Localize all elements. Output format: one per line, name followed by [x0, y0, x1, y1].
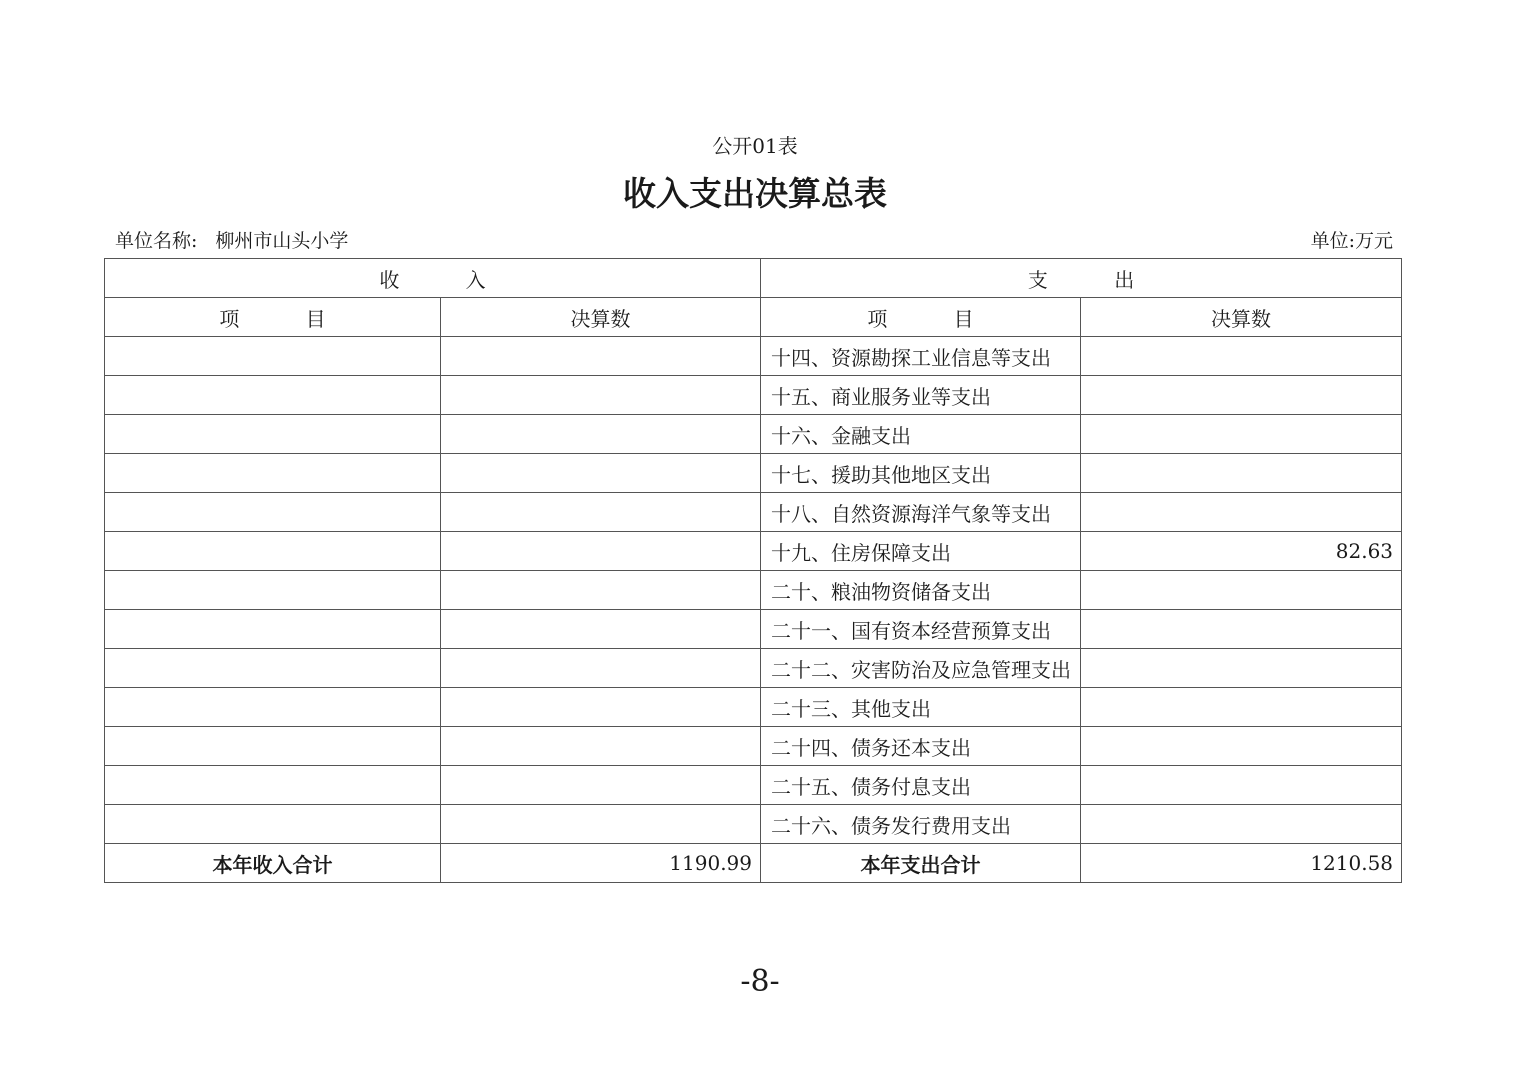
income-amount-cell — [441, 337, 761, 376]
income-item-cell — [105, 727, 441, 766]
expense-total-amount: 1210.58 — [1081, 844, 1402, 883]
income-item-cell — [105, 571, 441, 610]
income-item-header: 项 目 — [105, 298, 441, 337]
income-amount-cell — [441, 493, 761, 532]
unit-name: 柳州市山头小学 — [215, 230, 349, 252]
expense-amount-cell — [1081, 376, 1402, 415]
table-row — [105, 376, 1402, 415]
section-header-row — [105, 259, 1402, 298]
table-row — [105, 337, 1402, 376]
income-amount-cell — [441, 688, 761, 727]
table-row — [105, 688, 1402, 727]
expense-total-label: 本年支出合计 — [761, 844, 1081, 883]
income-amount-cell — [441, 649, 761, 688]
expense-item-cell: 二十四、债务还本支出 — [761, 727, 1081, 766]
unit-name-line — [115, 226, 348, 253]
table-row — [105, 415, 1402, 454]
table-row — [105, 571, 1402, 610]
totals-row — [105, 844, 1402, 883]
expense-item-cell: 二十五、债务付息支出 — [761, 766, 1081, 805]
income-amount-cell — [441, 727, 761, 766]
expense-amount-cell — [1081, 688, 1402, 727]
table-row — [105, 610, 1402, 649]
table-body — [105, 337, 1402, 844]
expense-item-cell: 十七、援助其他地区支出 — [761, 454, 1081, 493]
form-code: 公开01表 — [712, 134, 798, 158]
income-amount-cell — [441, 415, 761, 454]
column-header-row — [105, 298, 1402, 337]
expense-section-header: 支 出 — [761, 259, 1402, 298]
income-item-cell — [105, 766, 441, 805]
unit-label: 单位:万元 — [1310, 230, 1393, 252]
income-amount-cell — [441, 454, 761, 493]
page-number: -8- — [740, 964, 780, 999]
expense-item-cell: 二十、粮油物资储备支出 — [761, 571, 1081, 610]
income-item-cell — [105, 337, 441, 376]
income-amount-cell — [441, 376, 761, 415]
income-item-cell — [105, 688, 441, 727]
expense-amount-cell — [1081, 415, 1402, 454]
expense-amount-cell — [1081, 727, 1402, 766]
expense-item-cell: 二十三、其他支出 — [761, 688, 1081, 727]
expense-item-cell: 二十二、灾害防治及应急管理支出 — [761, 649, 1081, 688]
income-total-label: 本年收入合计 — [105, 844, 441, 883]
table-row — [105, 805, 1402, 844]
income-amount-header: 决算数 — [441, 298, 761, 337]
income-item-cell — [105, 610, 441, 649]
expense-amount-cell — [1081, 766, 1402, 805]
expense-item-header: 项 目 — [761, 298, 1081, 337]
income-item-cell — [105, 805, 441, 844]
expense-amount-header: 决算数 — [1081, 298, 1402, 337]
income-item-cell — [105, 493, 441, 532]
expense-amount-cell — [1081, 571, 1402, 610]
income-total-amount: 1190.99 — [441, 844, 761, 883]
table-row — [105, 532, 1402, 571]
table-row — [105, 766, 1402, 805]
expense-item-cell: 十六、金融支出 — [761, 415, 1081, 454]
expense-item-cell: 二十一、国有资本经营预算支出 — [761, 610, 1081, 649]
unit-name-label: 单位名称: — [115, 230, 198, 252]
expense-amount-cell — [1081, 610, 1402, 649]
income-item-cell — [105, 649, 441, 688]
expense-item-cell: 十四、资源勘探工业信息等支出 — [761, 337, 1081, 376]
income-item-cell — [105, 376, 441, 415]
expense-item-cell: 十五、商业服务业等支出 — [761, 376, 1081, 415]
table-row — [105, 727, 1402, 766]
income-amount-cell — [441, 805, 761, 844]
expense-amount-cell — [1081, 649, 1402, 688]
expense-item-cell: 十八、自然资源海洋气象等支出 — [761, 493, 1081, 532]
expense-amount-cell — [1081, 337, 1402, 376]
income-item-cell — [105, 415, 441, 454]
expense-amount-cell — [1081, 493, 1402, 532]
income-amount-cell — [441, 766, 761, 805]
expense-item-cell: 十九、住房保障支出 — [761, 532, 1081, 571]
expense-amount-cell — [1081, 454, 1402, 493]
income-item-cell — [105, 454, 441, 493]
income-item-cell — [105, 532, 441, 571]
expense-amount-cell: 82.63 — [1081, 532, 1402, 571]
income-amount-cell — [441, 532, 761, 571]
table-row — [105, 493, 1402, 532]
report-table — [104, 258, 1402, 883]
income-section-header: 收 入 — [105, 259, 761, 298]
income-amount-cell — [441, 610, 761, 649]
table-row — [105, 649, 1402, 688]
expense-item-cell: 二十六、债务发行费用支出 — [761, 805, 1081, 844]
expense-amount-cell — [1081, 805, 1402, 844]
page-title: 收入支出决算总表 — [623, 174, 887, 213]
table-row — [105, 454, 1402, 493]
income-amount-cell — [441, 571, 761, 610]
